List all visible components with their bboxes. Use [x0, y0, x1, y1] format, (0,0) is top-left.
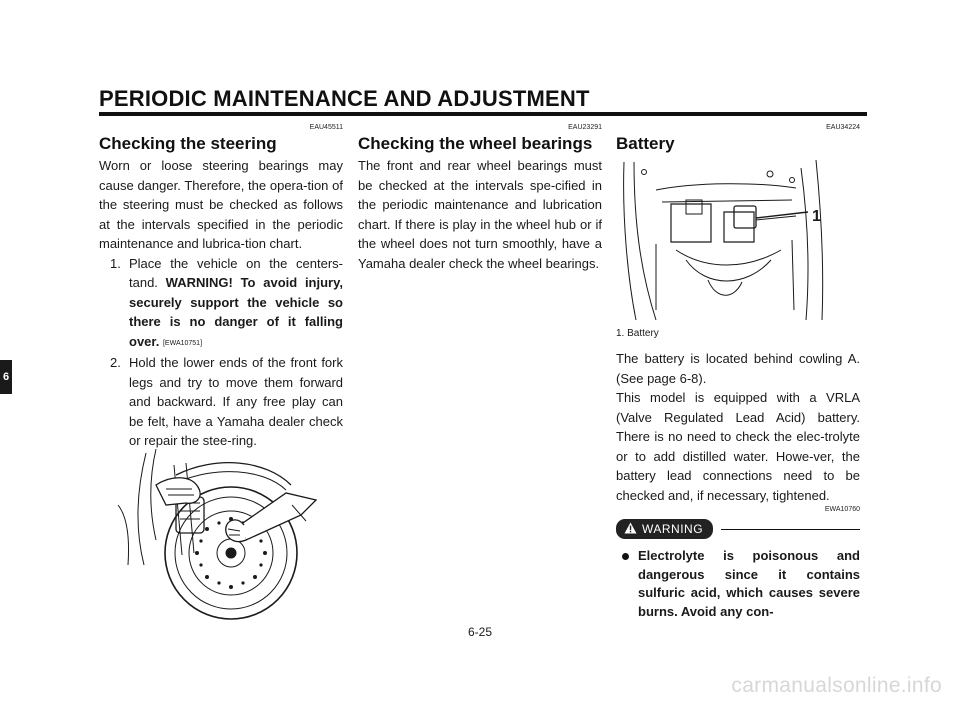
section-code: EAU34224: [826, 124, 860, 131]
warning-label-text: WARNING: [642, 522, 704, 536]
warning-rule: [721, 529, 860, 530]
warning-bullet: [616, 547, 860, 621]
step-item: [99, 254, 343, 354]
page-number: 6-25: [467, 625, 493, 639]
page-title: PERIODIC MAINTENANCE AND ADJUSTMENT: [99, 86, 590, 111]
warning-triangle-icon: [624, 522, 637, 534]
warning-block: [616, 519, 860, 621]
step-number: 2.: [110, 355, 121, 370]
header-divider: [99, 112, 867, 116]
battery-body: [616, 328, 860, 513]
battery-section: [616, 124, 860, 154]
section-title: Checking the steering: [99, 134, 277, 153]
step-item: [99, 353, 343, 451]
battery-vrla-text: This model is equipped with a VRLA (Valve Regulated Lead Acid) battery. There is no need to check the elec-trolyte or to add distilled water. Howe-ver, the battery lead connections need to be checked and, if necessary, tightened.: [616, 390, 860, 503]
section-code: EAU45511: [309, 124, 343, 131]
warning-code: [EWA10751]: [162, 339, 203, 347]
step-text: Hold the lower ends of the front fork legs and try to move them forward and backward. If any free play can be felt, have a Yamaha dealer check or repair the stee-ring.: [129, 355, 343, 448]
wheel-bearings-section: [358, 124, 602, 273]
watermark: carmanualsonline.info: [731, 674, 942, 697]
wheel-bearings-text: The front and rear wheel bearings must be checked at the intervals spe-cified in the periodic maintenance and lubrication chart. If there is play in the wheel hub or if the wheel does not turn smoothly, have a Yamaha dealer check the wheel bearings.: [358, 158, 602, 271]
battery-location-illustration: [616, 160, 842, 320]
step-text: Place the vehicle on the centers-tand.: [129, 255, 343, 290]
figure-caption: 1. Battery: [616, 328, 659, 339]
bullet-icon: [622, 553, 629, 560]
figure-callout: 1: [812, 208, 821, 225]
inline-warning: WARNING! To avoid injury, securely support the vehicle so there is no danger of it falling over.: [129, 275, 343, 349]
warning-bullet-text: Electrolyte is poisonous and dangerous since it contains sulfuric acid, which causes severe burns. Avoid any con-: [638, 548, 860, 619]
steering-section: [99, 124, 343, 451]
section-title: Battery: [616, 134, 675, 153]
warning-badge: [616, 519, 713, 539]
steering-intro: Worn or loose steering bearings may cause danger. Therefore, the opera-tion of the steering must be checked as follows at the intervals specified in the periodic maintenance and lubrica-tion chart.: [99, 158, 343, 251]
warning-code: EWA10760: [824, 506, 860, 513]
section-title: Checking the wheel bearings: [358, 134, 593, 153]
steering-check-illustration: [116, 445, 326, 625]
section-code: EAU23291: [568, 124, 602, 131]
battery-location-text: The battery is located behind cowling A. (See page 6-8).: [616, 351, 860, 386]
step-number: 1.: [110, 255, 121, 271]
chapter-tab: 6: [0, 360, 12, 394]
